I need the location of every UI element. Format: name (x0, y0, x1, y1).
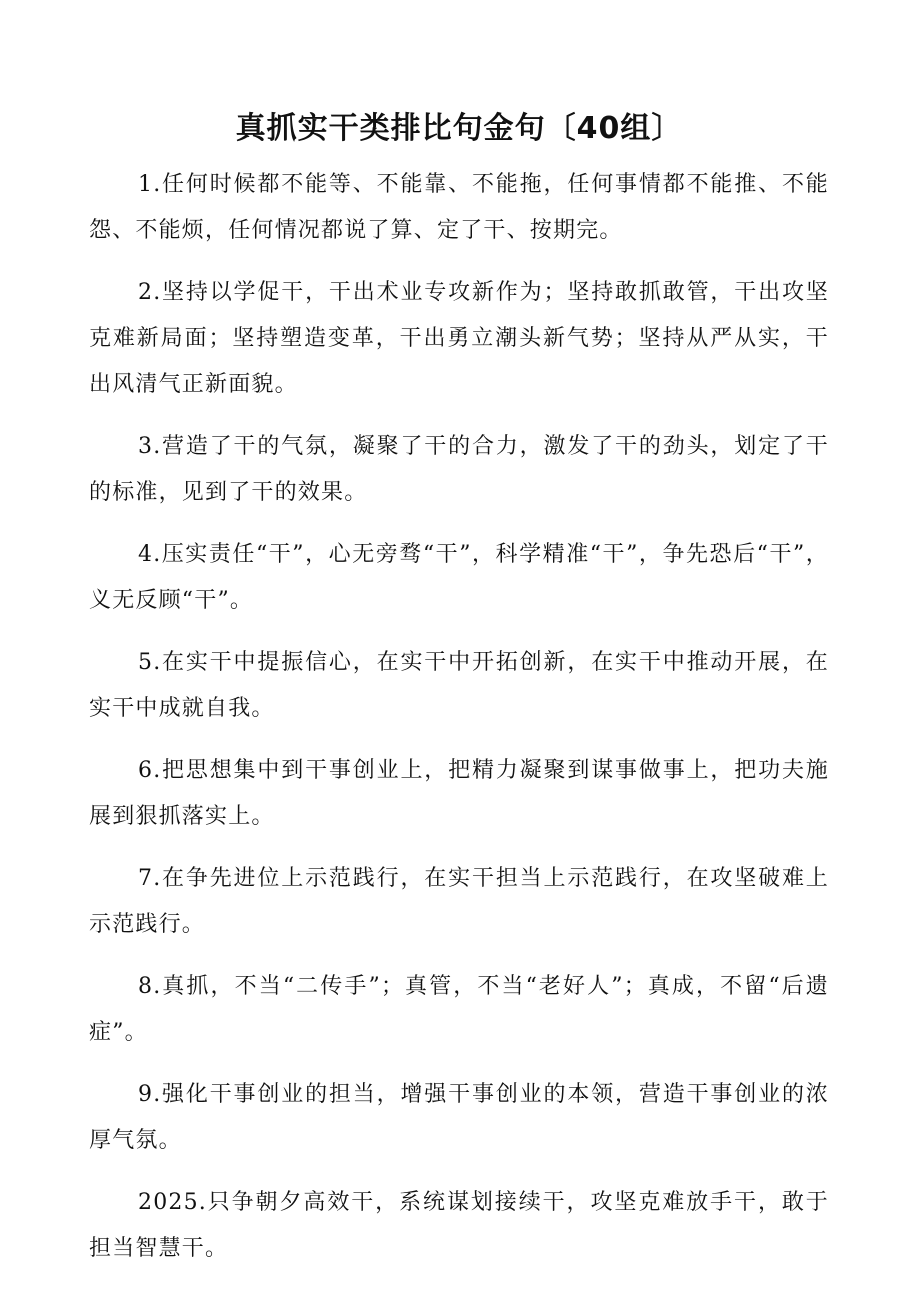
list-item: 4.压实责任“干”，心无旁骛“干”，科学精准“干”，争先恐后“干”，义无反顾“干”。 (89, 542, 829, 613)
list-item: 9.强化干事创业的担当，增强干事创业的本领，营造干事创业的浓厚气氛。 (89, 1082, 829, 1153)
list-item: 7.在争先进位上示范践行，在实干担当上示范践行，在攻坚破难上示范践行。 (89, 866, 829, 937)
list-item: 2025.只争朝夕高效干，系统谋划接续干，攻坚克难放手干，敢于担当智慧干。 (89, 1190, 829, 1261)
list-item: 8.真抓，不当“二传手”；真管，不当“老好人”；真成，不留“后遗症”。 (89, 974, 829, 1045)
list-item: 2.坚持以学促干，干出术业专攻新作为；坚持敢抓敢管，干出攻坚克难新局面；坚持塑造变革，干出勇立潮头新气势；坚持从严从实，干出风清气正新面貌。 (89, 280, 829, 397)
list-item: 6.把思想集中到干事创业上，把精力凝聚到谋事做事上，把功夫施展到狠抓落实上。 (89, 758, 829, 829)
list-item: 5.在实干中提振信心，在实干中开拓创新，在实干中推动开展，在实干中成就自我。 (89, 650, 829, 721)
list-item: 3.营造了干的气氛，凝聚了干的合力，激发了干的劲头，划定了干的标准，见到了干的效果。 (89, 434, 829, 505)
sentence-list (89, 162, 829, 1272)
document-title: 真抓实干类排比句金句〔40组〕 (235, 111, 683, 146)
list-item: 1.任何时候都不能等、不能靠、不能拖，任何事情都不能推、不能怨、不能烦，任何情况都说了算、定了干、按期完。 (89, 172, 829, 243)
